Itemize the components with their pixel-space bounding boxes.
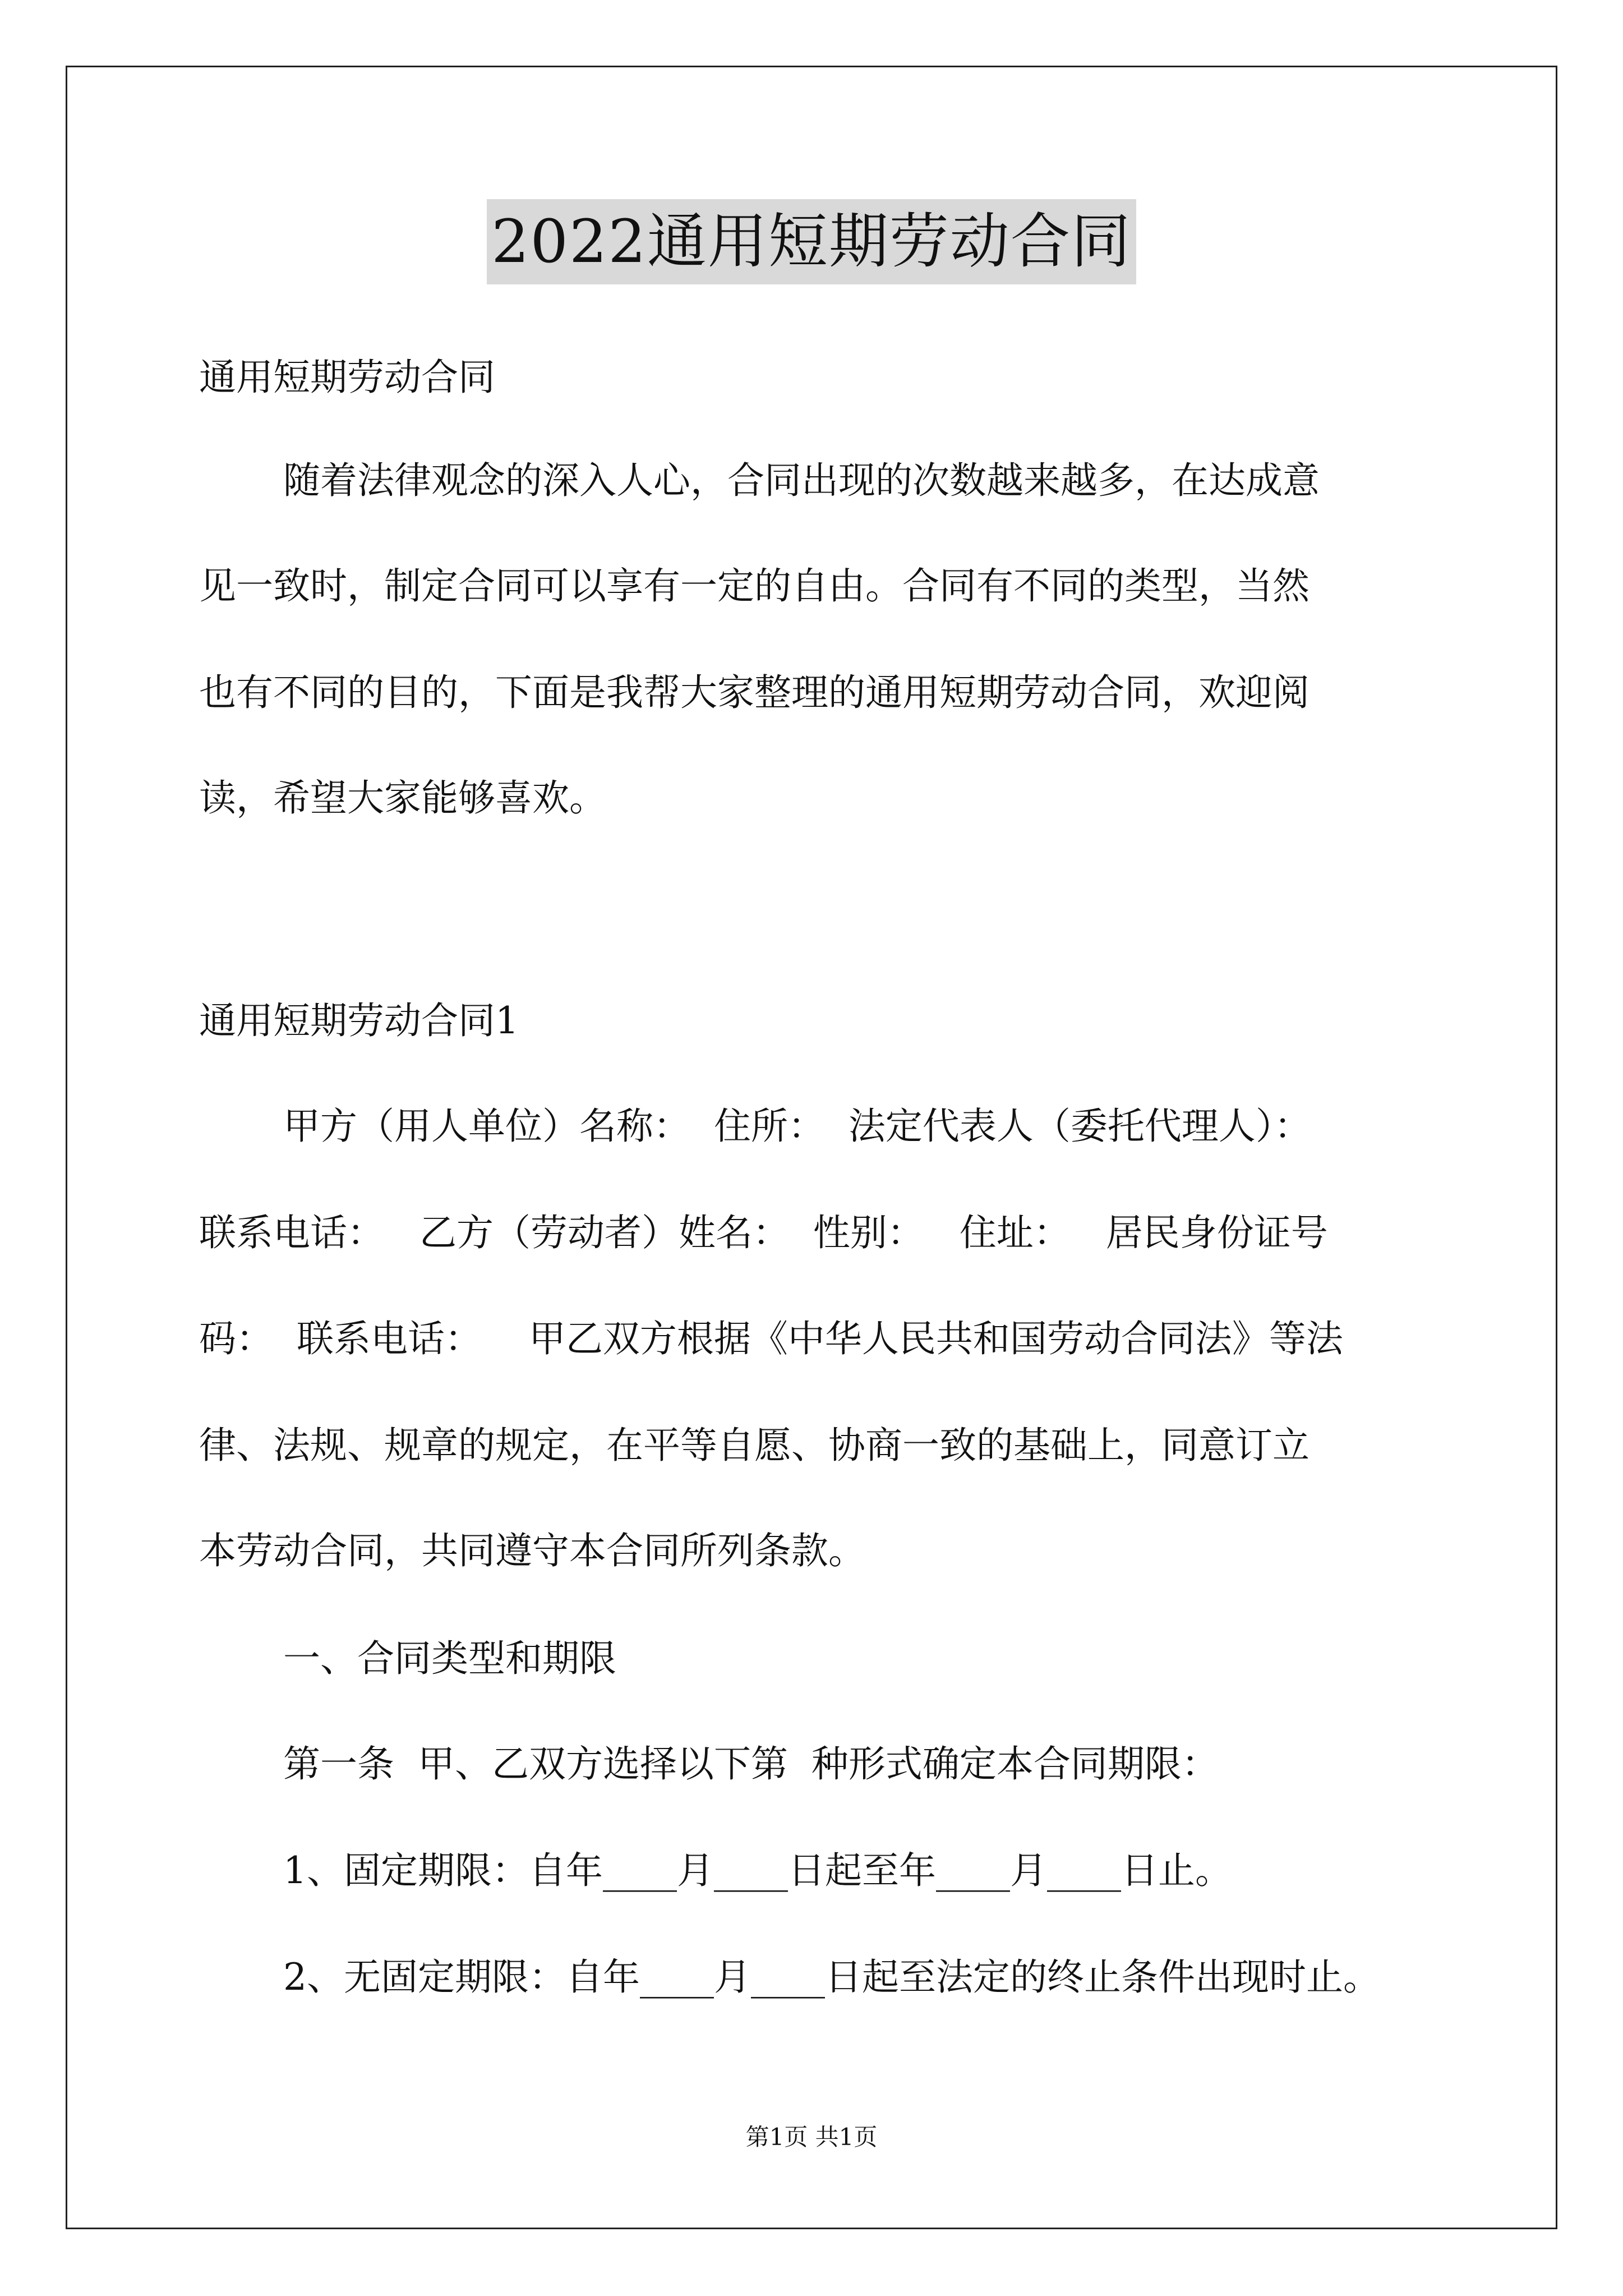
page-footer: 第1页 共1页 <box>745 2123 878 2151</box>
document-title: 2022通用短期劳动合同 <box>487 199 1136 284</box>
intro-line-3: 也有不同的目的，下面是我帮大家整理的通用短期劳动合同，欢迎阅 <box>199 671 1310 714</box>
clause-article-1: 第一条 甲、乙双方选择以下第 种形式确定本合同期限： <box>283 1742 1219 1786</box>
intro-line-1: 随着法律观念的深入人心，合同出现的次数越来越多，在达成意 <box>283 459 1320 502</box>
clause-item-1: 1、固定期限：自年____月____日起至年____月____日止。 <box>283 1849 1232 1892</box>
intro-line-4: 读，希望大家能够喜欢。 <box>199 776 606 820</box>
subtitle: 通用短期劳动合同 <box>199 356 495 399</box>
title-container <box>0 199 1623 284</box>
party-line-5: 本劳动合同，共同遵守本合同所列条款。 <box>199 1529 865 1572</box>
clause-heading: 一、合同类型和期限 <box>283 1637 616 1680</box>
clause-item-2: 2、无固定期限：自年____月____日起至法定的终止条件出现时止。 <box>283 1955 1380 1999</box>
party-line-1: 甲方（用人单位）名称： 住所： 法定代表人（委托代理人）： <box>283 1105 1311 1148</box>
party-line-4: 律、法规、规章的规定，在平等自愿、协商一致的基础上，同意订立 <box>199 1424 1310 1467</box>
party-line-2: 联系电话： 乙方（劳动者）姓名： 性别： 住址： 居民身份证号 <box>199 1211 1328 1254</box>
section-heading: 通用短期劳动合同1 <box>199 999 519 1042</box>
party-line-3: 码： 联系电话： 甲乙双方根据《中华人民共和国劳动合同法》等法 <box>199 1317 1343 1360</box>
intro-line-2: 见一致时，制定合同可以享有一定的自由。合同有不同的类型，当然 <box>199 564 1310 608</box>
